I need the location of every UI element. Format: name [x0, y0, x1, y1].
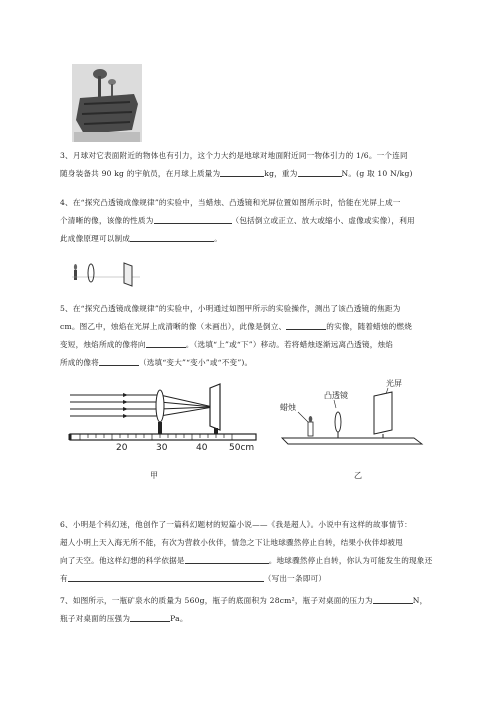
experiment-photo — [72, 64, 142, 142]
q7-line2 — [60, 610, 480, 628]
q5-text: （选填“变大”“变小”或“不变”)。 — [138, 358, 253, 367]
ruler-tick-label: 50cm — [229, 443, 255, 453]
question-7 — [60, 592, 480, 628]
q6-line1: 6、小明是个科幻迷，他创作了一篇科幻题材的短篇小说——《我是超人》。小说中有这样的故事情节： — [60, 520, 412, 529]
light-screen — [210, 384, 220, 430]
q3-line2 — [60, 165, 480, 183]
q4-text: 。 — [214, 234, 222, 243]
flame — [74, 264, 77, 270]
optical-bench — [282, 438, 422, 444]
q4-line2 — [60, 212, 480, 230]
ruler — [70, 434, 256, 440]
convex-lens — [335, 412, 341, 432]
q6-basis-blank[interactable] — [185, 553, 269, 564]
q7-text: 7、如图所示，一瓶矿泉水的质量为 560g，瓶子的底面积为 28cm²，瓶子对桌面的压力为 — [60, 596, 373, 605]
light-screen — [374, 392, 392, 434]
light-screen — [124, 263, 132, 286]
q6-text: （写出一条即可） — [263, 574, 327, 583]
ruler-tick-label: 40 — [196, 443, 208, 453]
q7-text: 瓶子对桌面的压强为 — [60, 614, 131, 623]
figure-yi — [278, 378, 428, 460]
screen-label: 光屏 — [386, 379, 402, 388]
convex-lens — [88, 264, 94, 282]
q4-line3 — [60, 230, 480, 248]
q6-text: 。地球骤然停止自转，你认为可能发生的现象还 — [268, 556, 433, 565]
q6-text: 有 — [60, 574, 68, 583]
q6-text: 向了天空。他这样幻想的科学依据是 — [60, 556, 185, 565]
q3-text: N。(g 取 10 N/kg) — [341, 169, 413, 178]
lens-label: 凸透镜 — [324, 391, 348, 400]
convex-lens — [156, 390, 164, 422]
q4-text: （包括倒立或正立、放大或缩小、虚像或实像），利用 — [231, 216, 415, 225]
q3-text: kg，重为 — [264, 169, 298, 178]
q3-text: 随身装备共 90 kg 的宇航员，在月球上质量为 — [60, 169, 221, 178]
q7-line1 — [60, 592, 480, 610]
q5-line2 — [60, 318, 480, 336]
flame — [309, 416, 313, 422]
q5-text: 。（选填“上”或“下”）移动。若将蜡烛逐渐远离凸透镜，烛焰 — [185, 340, 394, 349]
q4-device-blank[interactable] — [130, 231, 214, 242]
q3-weight-blank[interactable] — [298, 166, 342, 177]
candle — [74, 270, 77, 280]
q5-text: 的实像，随着蜡烛的燃烧 — [326, 322, 413, 331]
q7-pressure-blank[interactable] — [130, 611, 170, 622]
question-4 — [60, 194, 480, 248]
q5-image-type-blank[interactable] — [286, 319, 326, 330]
candle-label: 蜡烛 — [280, 403, 296, 412]
q3-line1: 3、月球对它表面附近的物体也有引力，这个力大约是地球对地面附近同一物体引力的 1/6。一个连同 — [60, 151, 408, 160]
q6-line2: 超人小明上天入海无所不能，有次为营救小伙伴，情急之下让地球骤然停止自转，结果小伙伴却被甩 — [60, 538, 403, 547]
ruler-tick-label: 20 — [116, 443, 128, 453]
q5-line1: 5、在“探究凸透镜成像规律”的实验中，小明通过如图甲所示的实验操作，测出了该凸透镜的焦距为 — [60, 304, 401, 313]
candle — [308, 422, 313, 436]
q5-text: cm。图乙中，烛焰在光屏上成清晰的像（未画出），此像是倒立、 — [60, 322, 287, 331]
q5-text: 变短，烛焰所成的像将向 — [60, 340, 146, 349]
q7-text: N， — [412, 596, 428, 605]
question-3 — [60, 147, 480, 183]
q6-line4 — [60, 570, 480, 588]
figure-jia-caption: 甲 — [150, 471, 158, 480]
figure-yi-caption: 乙 — [354, 471, 362, 480]
q4-line1: 4、在“探究凸透镜成像规律”的实验中，当蜡烛、凸透镜和光屏位置如图所示时，恰能在光屏上成一 — [60, 198, 401, 207]
q6-line3 — [60, 552, 480, 570]
q5-line4 — [60, 354, 480, 372]
question-6 — [60, 516, 480, 588]
q5-line3 — [60, 336, 480, 354]
ruler-tick-label: 30 — [156, 443, 168, 453]
figure-jia — [68, 380, 268, 462]
q5-size-blank[interactable] — [99, 355, 139, 366]
q7-text: Pa。 — [170, 614, 188, 623]
q3-mass-blank[interactable] — [220, 166, 264, 177]
q4-text: 此成像原理可以制成 — [60, 234, 131, 243]
q6-phenomenon-blank[interactable] — [68, 571, 264, 582]
question-5 — [60, 300, 480, 372]
q5-text: 所成的像将 — [60, 358, 99, 367]
q5-direction-blank[interactable] — [146, 337, 186, 348]
q4-image-property-blank[interactable] — [154, 213, 232, 224]
q7-force-blank[interactable] — [373, 593, 413, 604]
q4-text: 个清晰的像，该像的性质为 — [60, 216, 154, 225]
candle-lens-screen-figure — [68, 255, 148, 289]
